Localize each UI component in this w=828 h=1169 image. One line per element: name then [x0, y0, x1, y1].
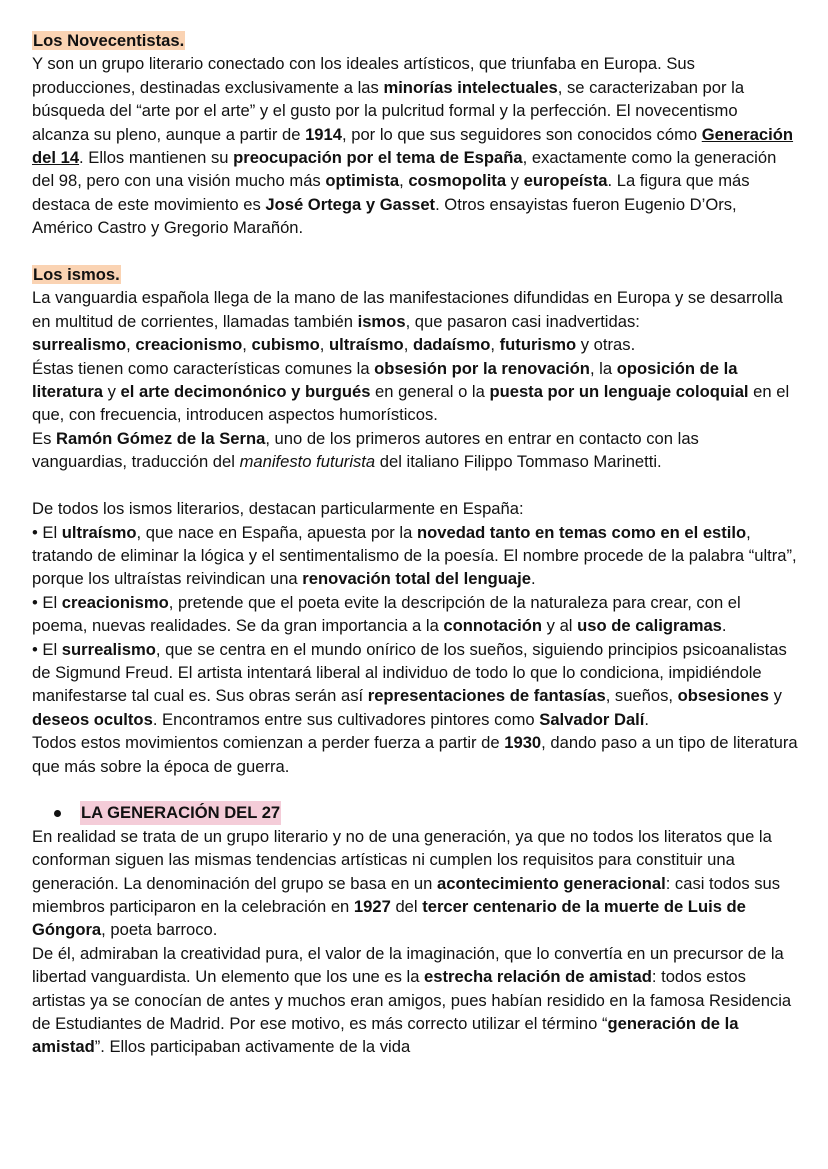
text: ,	[490, 335, 500, 355]
bold-text: 1927	[353, 896, 391, 916]
spacer	[32, 778, 798, 801]
bold-text: estrecha relación de amistad	[424, 967, 652, 987]
text: , la	[589, 358, 617, 378]
bold-text: surrealismo	[61, 639, 156, 659]
spacer	[32, 240, 798, 263]
text: • El	[32, 592, 62, 612]
text: y otras.	[576, 335, 636, 355]
paragraph-ismos-intro	[32, 286, 798, 333]
text: del	[390, 896, 423, 916]
text: , uno de los primeros autores en entrar en contacto con las vanguardias, traducción del	[32, 428, 699, 472]
text: Es	[32, 428, 56, 448]
bold-text: ultraísmo	[61, 522, 137, 542]
bold-text: 1930	[504, 733, 542, 753]
text: .	[530, 569, 536, 589]
text: En realidad se trata de un grupo literario y no de una generación, ya que no todos los literatos que la conforman siguen las mismas tendencias artísticas ni cumplen los requisitos para constituir una generación. La denominación del grupo se basa en un	[32, 826, 772, 893]
bold-text: optimista	[325, 171, 400, 191]
bold-text: minorías intelectuales	[383, 77, 558, 97]
bold-text: europeísta	[523, 171, 608, 191]
paragraph-ismos-destacan: De todos los ismos literarios, destacan particularmente en España:	[32, 499, 524, 519]
text: • El	[32, 522, 62, 542]
bold-text: deseos ocultos	[32, 709, 153, 729]
text: : todos estos artistas ya se conocían de antes y muchos eran amigos, pues habían residido en la famosa Residencia de Estudiantes de Madrid. Por ese motivo, es más correcto utilizar el término “	[32, 967, 792, 1034]
spacer	[32, 474, 798, 497]
bold-text: cosmopolita	[408, 171, 507, 191]
paragraph-gen27-intro	[32, 825, 798, 942]
text: , exactamente como la generación del 98, pero con una visión mucho más	[32, 148, 777, 191]
paragraph-novecentistas	[32, 52, 798, 239]
bold-text: Ramón Gómez de la Serna	[55, 428, 266, 448]
bold-text: acontecimiento generacional	[437, 873, 666, 893]
text: • El	[32, 639, 62, 659]
bullet-surrealismo	[32, 638, 798, 732]
bold-text: novedad tanto en temas como en el estilo	[416, 522, 747, 542]
text: , que se centra en el mundo onírico de los sueños, siguiendo principios psicoanalistas de Sigmund Freud. El artista intentará liberal al individuo de todo lo que lo condiciona, impidiéndole manifestarse tal cual es. Sus obras serán así	[32, 639, 787, 706]
bold-text: connotación	[443, 616, 543, 636]
text: ,	[242, 335, 252, 355]
bold-text: preocupación por el tema de España	[233, 148, 523, 168]
paragraph-ismos-1930	[32, 731, 798, 778]
bold-text: ultraísmo	[329, 335, 404, 355]
text: , pretende que el poeta evite la descripción de la naturaleza para crear, con el poema, nuevas realidades. Se da gran importancia a la	[32, 592, 741, 636]
text: , se caracterizaban por la búsqueda del “arte por el arte” y el gusto por la pulcritud formal y la perfección. El novecentismo alcanza su pleno, aunque a partir de	[32, 77, 745, 144]
text: Éstas tienen como características comunes la	[32, 358, 375, 378]
text: : casi todos sus miembros participaron en la celebración en	[32, 873, 781, 916]
section-heading-novecentistas	[32, 29, 798, 52]
bold-text: uso de caligramas	[577, 616, 722, 636]
text: La vanguardia española llega de la mano de las manifestaciones difundidas en Europa y se desarrolla en multitud de corrientes, llamadas también	[32, 288, 783, 331]
text: . Otros ensayistas fueron Eugenio D’Ors, Américo Castro y Gregorio Marañón.	[32, 194, 737, 238]
heading-highlight: Los Novecentistas.	[33, 31, 185, 50]
bold-text: creacionismo	[61, 592, 169, 612]
text: , tratando de eliminar la lógica y el sentimentalismo de la poesía. El nombre procede de la palabra “ultra”, porque los ultraístas reivindican una	[32, 522, 797, 589]
text: , que pasaron casi inadvertidas:	[405, 311, 640, 331]
text: y	[506, 171, 524, 191]
text: ”. Ellos participaban activamente de la vida	[94, 1037, 411, 1057]
italic-text: manifesto futurista	[239, 452, 376, 472]
text: . Ellos mantienen su	[79, 148, 234, 168]
text: De él, admiraban la creatividad pura, el valor de la imaginación, que lo convertía en un precursor de la libertad vanguardista. Un elemento que los une es la	[32, 943, 784, 987]
text: Y son un grupo literario conectado con los ideales artísticos, que triunfaba en Europa. Sus producciones, destinadas exclusivamente a las	[32, 54, 695, 97]
bullet-icon	[54, 810, 61, 817]
text: del italiano Filippo Tommaso Marinetti.	[375, 452, 662, 472]
bold-text: Salvador Dalí	[539, 709, 645, 729]
paragraph-ismos-ramon	[32, 427, 798, 474]
bold-text: obsesiones	[677, 686, 769, 706]
bold-text: puesta por un lenguaje coloquial	[489, 382, 749, 402]
heading-highlight: LA GENERACIÓN DEL 27	[80, 801, 281, 824]
text: Todos estos movimientos comienzan a perder fuerza a partir de	[32, 733, 505, 753]
text: ,	[126, 335, 136, 355]
text: , poeta barroco.	[101, 920, 218, 940]
bold-text: dadaísmo	[412, 335, 491, 355]
bold-text: José Ortega y Gasset	[265, 194, 436, 214]
bold-text: tercer centenario de la muerte de Luis de Góngora	[32, 896, 746, 940]
text: ,	[319, 335, 329, 355]
bullet-ultraismo	[32, 521, 798, 591]
text: , sueños,	[605, 686, 678, 706]
bold-text: ismos	[357, 311, 406, 331]
text: .	[721, 616, 727, 636]
text: y	[103, 382, 121, 402]
text: y	[768, 686, 782, 706]
text: ,	[403, 335, 413, 355]
bold-text: creacionismo	[135, 335, 243, 355]
paragraph-ismos-list	[32, 333, 798, 356]
bold-text: obsesión por la renovación	[374, 358, 590, 378]
text: .	[644, 709, 650, 729]
bold-text: representaciones de fantasías	[367, 686, 606, 706]
text: , que nace en España, apuesta por la	[136, 522, 417, 542]
section-heading-ismos	[32, 263, 798, 286]
bold-text: el arte decimonónico y burgués	[120, 382, 371, 402]
paragraph-ismos-caracteristicas	[32, 357, 798, 427]
text: . Encontramos entre sus cultivadores pintores como	[152, 709, 540, 729]
text: . La figura que más destaca de este movimiento es	[32, 171, 750, 214]
text: en el que, con frecuencia, introducen aspectos humorísticos.	[32, 382, 790, 425]
bold-text: oposición de la literatura	[32, 358, 738, 402]
bold-text: 1914	[305, 124, 342, 144]
section-heading-gen27	[32, 801, 798, 824]
paragraph-gen27-amistad	[32, 942, 798, 1059]
bold-text: cubismo	[251, 335, 320, 355]
bullet-creacionismo	[32, 591, 798, 638]
bold-text: futurismo	[499, 335, 577, 355]
bold-text: renovación total del lenguaje	[302, 569, 531, 589]
text: y al	[542, 616, 578, 636]
text: , por lo que sus seguidores son conocidos cómo	[342, 124, 702, 144]
text: ,	[399, 171, 409, 191]
heading-highlight: Los ismos.	[33, 265, 120, 285]
underlined-bold-text: Generación del 14	[32, 124, 794, 168]
bold-text: generación de la amistad	[32, 1014, 739, 1057]
text: , dando paso a un tipo de literatura que más sobre la época de guerra.	[32, 733, 798, 776]
bold-text: surrealismo	[32, 335, 127, 355]
text: en general o la	[370, 382, 490, 402]
